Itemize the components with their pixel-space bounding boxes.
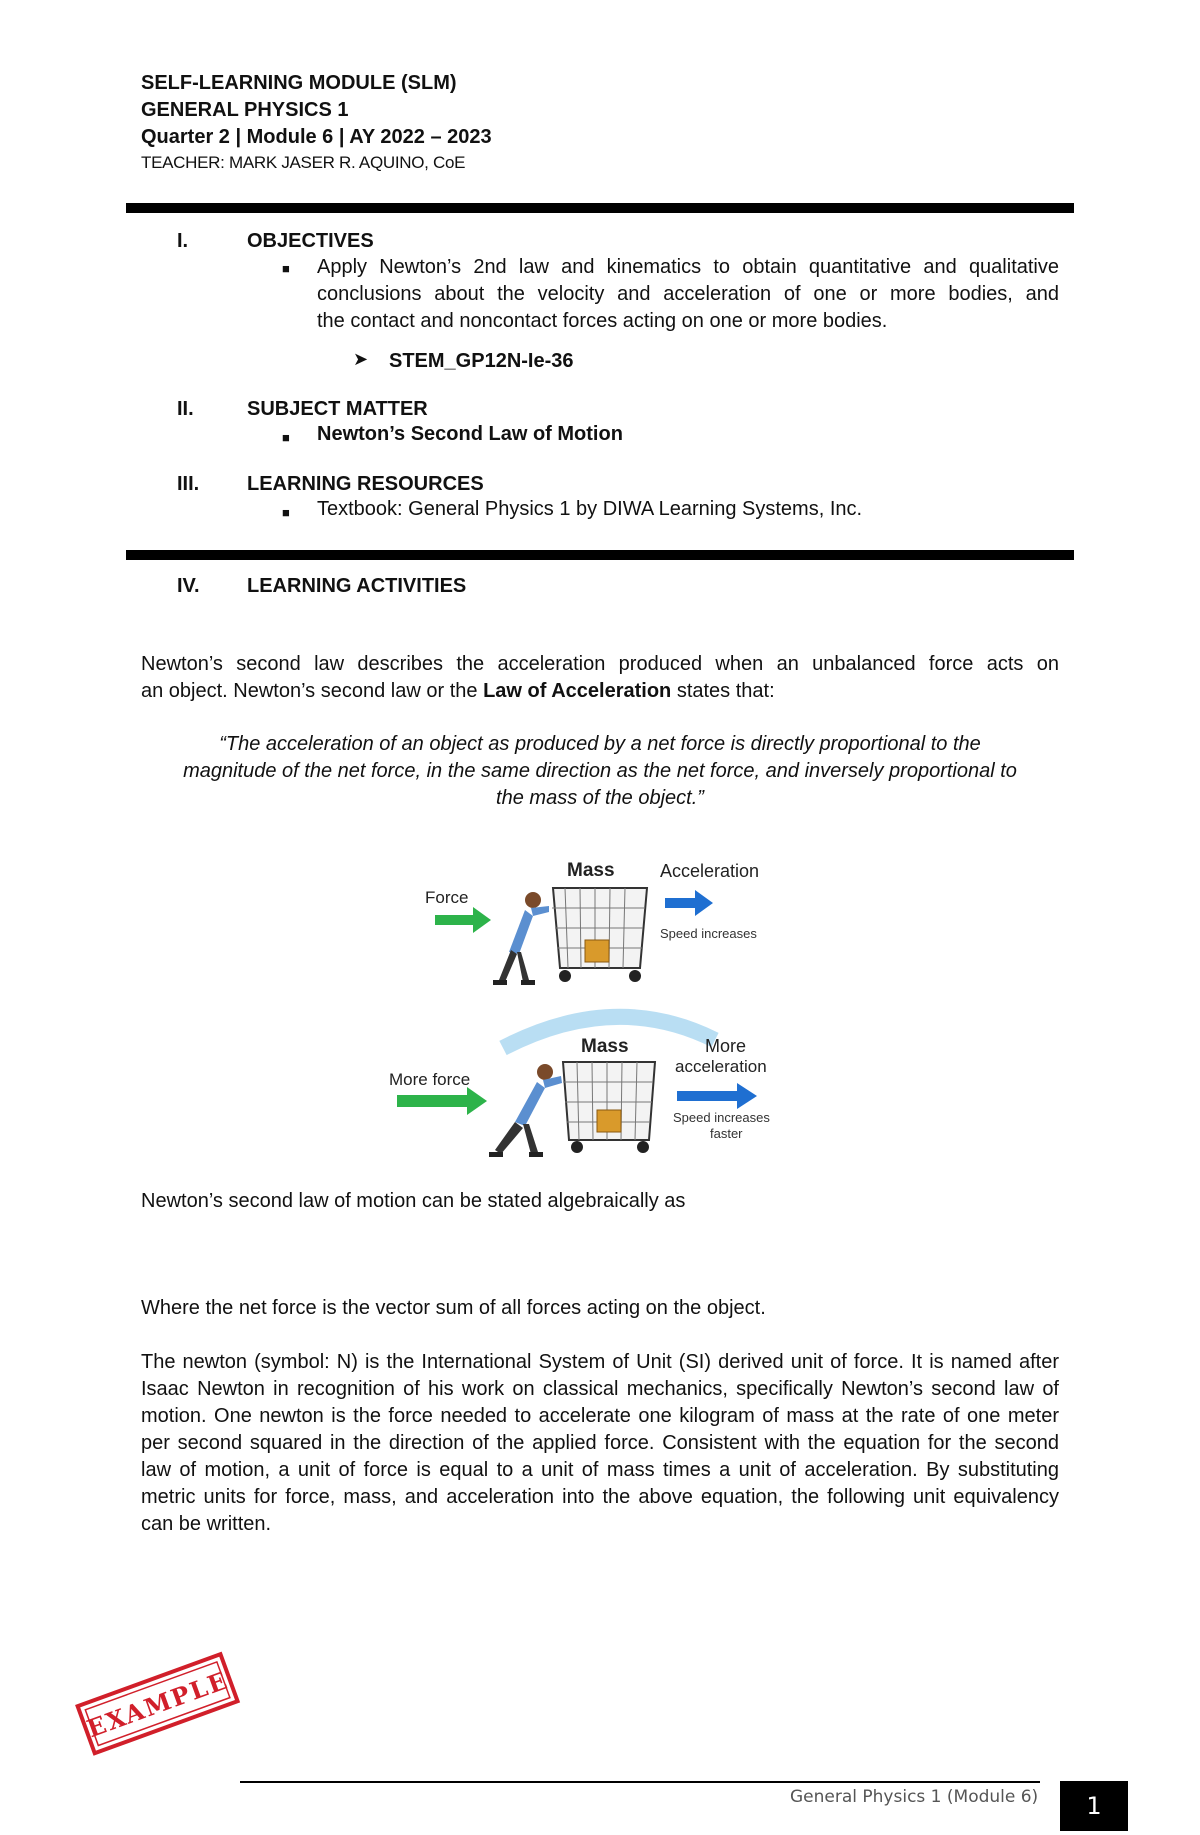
- law-of-acceleration-term: Law of Acceleration: [483, 680, 672, 702]
- newton-second-law-illustration: [385, 840, 825, 1170]
- teacher-line: TEACHER: MARK JASER R. AQUINO, CoE: [141, 153, 466, 172]
- top-panel: [425, 860, 759, 985]
- section-number-subject: II.: [177, 398, 194, 420]
- quote-line: magnitude of the net force, in the same direction as the net force, and inversely proportional to: [183, 760, 1017, 782]
- header-divider: [126, 203, 1074, 213]
- bullet-square-icon: ■: [282, 430, 290, 445]
- module-title: SELF-LEARNING MODULE (SLM): [141, 72, 457, 94]
- footer-divider: [240, 1781, 1040, 1783]
- intro-paragraph: [141, 651, 1059, 705]
- section-title-activities: LEARNING ACTIVITIES: [247, 575, 467, 597]
- section-number-objectives: I.: [177, 230, 189, 252]
- more-force-label: More force: [389, 1070, 471, 1089]
- speed-increases-label: Speed increases: [660, 926, 757, 941]
- stamp-group: [78, 1654, 238, 1753]
- mass-label: Mass: [567, 860, 615, 881]
- subject-matter-text: Newton’s Second Law of Motion: [317, 423, 623, 445]
- algebraic-statement: Newton’s second law of motion can be stated algebraically as: [141, 1190, 686, 1212]
- person-pushing-icon: [493, 892, 549, 985]
- quarter-module-line: Quarter 2 | Module 6 | AY 2022 – 2023: [141, 126, 492, 148]
- cart-icon: [563, 1062, 655, 1153]
- resources-text: Textbook: General Physics 1 by DIWA Learning Systems, Inc.: [317, 498, 863, 520]
- acceleration-arrow-icon: [677, 1083, 757, 1109]
- intro-text: an object. Newton’s second law or the: [141, 680, 484, 702]
- law-quote: [141, 731, 1059, 812]
- arrowhead-bullet-icon: ➤: [353, 349, 369, 369]
- force-label: Force: [425, 888, 469, 907]
- intro-text: states that:: [671, 680, 775, 702]
- newton-unit-paragraph: The newton (symbol: N) is the International System of Unit (SI) derived unit of force. It is named after Isaac Newton in recognition of his work on classical mechanics, specifically Newton’s second law of motion. One newton is the force needed to accelerate one kilogram of mass at the rate of one meter per second squared in the direction of the applied force. Consistent with the equation for the second law of motion, a unit of force is equal to a unit of mass times a unit of acceleration. By substituting metric units for force, mass, and acceleration into the above equation, the following unit equivalency can be written.: [141, 1351, 1059, 1535]
- intro-line: [141, 678, 1059, 705]
- force-arrow-icon: [435, 907, 491, 933]
- speed-increases-faster-label: Speed increases: [673, 1110, 770, 1125]
- intro-line: Newton’s second law describes the acceleration produced when an unbalanced force acts on: [141, 653, 1059, 675]
- objective-text: [317, 254, 1059, 335]
- person-pushing-icon: [489, 1064, 562, 1157]
- objective-line: conclusions about the velocity and acceleration of one or more bodies, and: [317, 283, 1059, 305]
- objective-line: Apply Newton’s 2nd law and kinematics to obtain quantitative and qualitative: [317, 256, 1059, 278]
- section-number-activities: IV.: [177, 575, 200, 597]
- competency-code: STEM_GP12N-Ie-36: [389, 350, 574, 372]
- bullet-square-icon: ■: [282, 261, 290, 276]
- quote-line: “The acceleration of an object as produced by a net force is directly proportional to the: [219, 733, 981, 755]
- more-acceleration-label: acceleration: [675, 1057, 767, 1076]
- cart-icon: [552, 888, 647, 982]
- section-title-subject: SUBJECT MATTER: [247, 398, 428, 420]
- faster-label: faster: [710, 1126, 743, 1141]
- bottom-panel: [389, 1017, 770, 1157]
- subject-title: GENERAL PHYSICS 1: [141, 99, 349, 121]
- acceleration-label: Acceleration: [660, 861, 760, 881]
- section-title-objectives: OBJECTIVES: [247, 230, 374, 252]
- stamp-text: EXAMPLE: [83, 1665, 233, 1744]
- more-label: More: [705, 1036, 747, 1056]
- section-number-resources: III.: [177, 473, 200, 495]
- footer-module-label: General Physics 1 (Module 6): [790, 1787, 1039, 1807]
- example-stamp: [70, 1645, 245, 1765]
- more-force-arrow-icon: [397, 1087, 487, 1115]
- section-divider: [126, 550, 1074, 560]
- acceleration-arrow-icon: [665, 890, 713, 916]
- net-force-statement: Where the net force is the vector sum of all forces acting on the object.: [141, 1297, 766, 1319]
- mass-label: Mass: [581, 1036, 629, 1057]
- quote-line: the mass of the object.”: [496, 787, 704, 809]
- section-title-resources: LEARNING RESOURCES: [247, 473, 484, 495]
- objective-line: the contact and noncontact forces acting on one or more bodies.: [317, 310, 888, 332]
- bullet-square-icon: ■: [282, 505, 290, 520]
- page-number: 1: [1060, 1781, 1128, 1831]
